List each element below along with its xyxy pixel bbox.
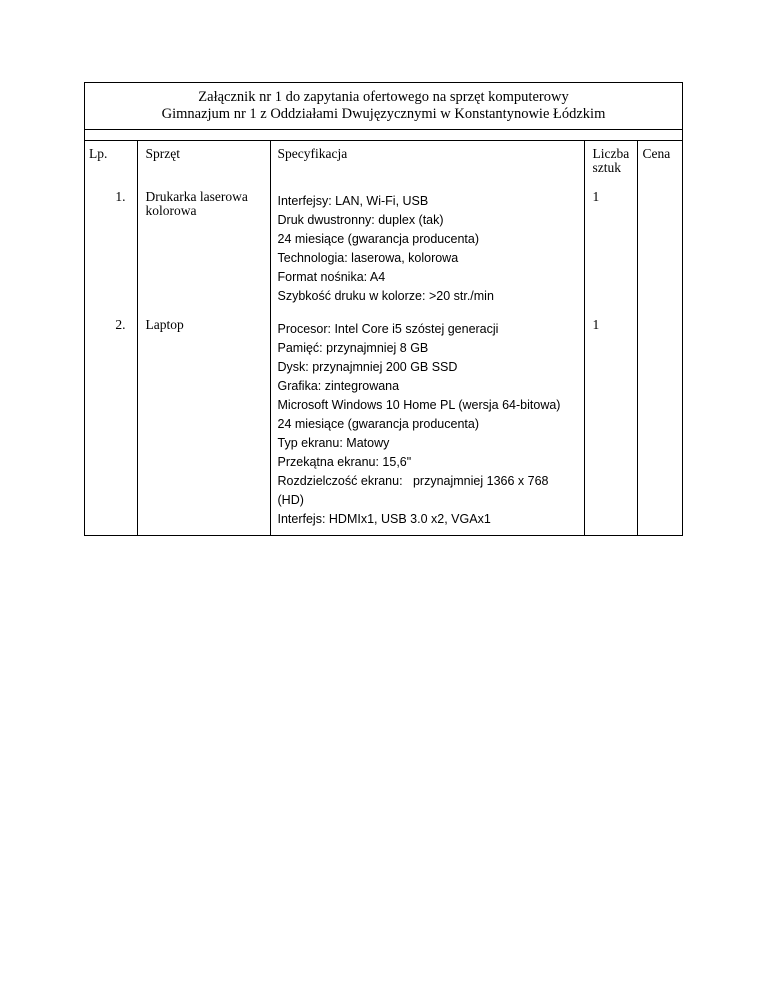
spec-line: Pamięć: przynajmniej 8 GB bbox=[277, 341, 429, 355]
column-header-quantity-line1: Liczba bbox=[592, 146, 630, 161]
spec-line: Grafika: zintegrowana bbox=[277, 379, 400, 393]
offer-attachment-document bbox=[84, 82, 683, 536]
row-number: 2. bbox=[85, 312, 137, 535]
header-title-line1: Załącznik nr 1 do zapytania ofertowego na sprzęt komputerowy bbox=[198, 89, 569, 105]
spec-line: Microsoft Windows 10 Home PL (wersja 64-bitowa) bbox=[277, 398, 561, 412]
quantity-value: 1 bbox=[584, 312, 637, 535]
spec-line: 24 miesiące (gwarancja producenta) bbox=[277, 232, 479, 246]
column-header-lp: Lp. bbox=[85, 141, 137, 184]
price-value bbox=[637, 184, 682, 312]
spec-line: Druk dwustronny: duplex (tak) bbox=[277, 213, 444, 227]
price-value bbox=[637, 312, 682, 535]
row-number: 1. bbox=[85, 184, 137, 312]
table-row bbox=[85, 312, 682, 535]
column-header-equipment: Sprzęt bbox=[137, 141, 270, 184]
header-spacer bbox=[85, 130, 682, 141]
table-header-row bbox=[85, 141, 682, 184]
spec-line: Przekątna ekranu: 15,6" bbox=[277, 455, 412, 469]
equipment-name: Laptop bbox=[137, 312, 270, 535]
spec-line: Format nośnika: A4 bbox=[277, 270, 386, 284]
spec-line: Technologia: laserowa, kolorowa bbox=[277, 251, 459, 265]
spec-line: Dysk: przynajmniej 200 GB SSD bbox=[277, 360, 458, 374]
spec-line: (HD) bbox=[277, 493, 304, 507]
spec-line: Interfejs: HDMIx1, USB 3.0 x2, VGAx1 bbox=[277, 512, 491, 526]
spec-line: Rozdzielczość ekranu: przynajmniej 1366 x 768 bbox=[277, 474, 549, 488]
document-header bbox=[85, 83, 682, 130]
spec-line: 24 miesiące (gwarancja producenta) bbox=[277, 417, 479, 431]
spec-line: Interfejsy: LAN, Wi-Fi, USB bbox=[277, 194, 429, 208]
quantity-value: 1 bbox=[584, 184, 637, 312]
specification-cell bbox=[270, 184, 584, 312]
equipment-table bbox=[85, 141, 682, 535]
column-header-price: Cena bbox=[642, 146, 671, 161]
table-row bbox=[85, 184, 682, 312]
equipment-name: Drukarka laserowa kolorowa bbox=[137, 184, 270, 312]
column-header-quantity bbox=[584, 141, 637, 184]
header-title-line2: Gimnazjum nr 1 z Oddziałami Dwujęzycznymi w Konstantynowie Łódzkim bbox=[161, 106, 606, 122]
column-header-spec: Specyfikacja bbox=[270, 141, 584, 184]
column-header-quantity-line2: sztuk bbox=[592, 160, 621, 175]
specification-cell bbox=[270, 312, 584, 535]
spec-line: Procesor: Intel Core i5 szóstej generacji bbox=[277, 322, 499, 336]
spec-line: Szybkość druku w kolorze: >20 str./min bbox=[277, 289, 494, 303]
spec-line: Typ ekranu: Matowy bbox=[277, 436, 390, 450]
